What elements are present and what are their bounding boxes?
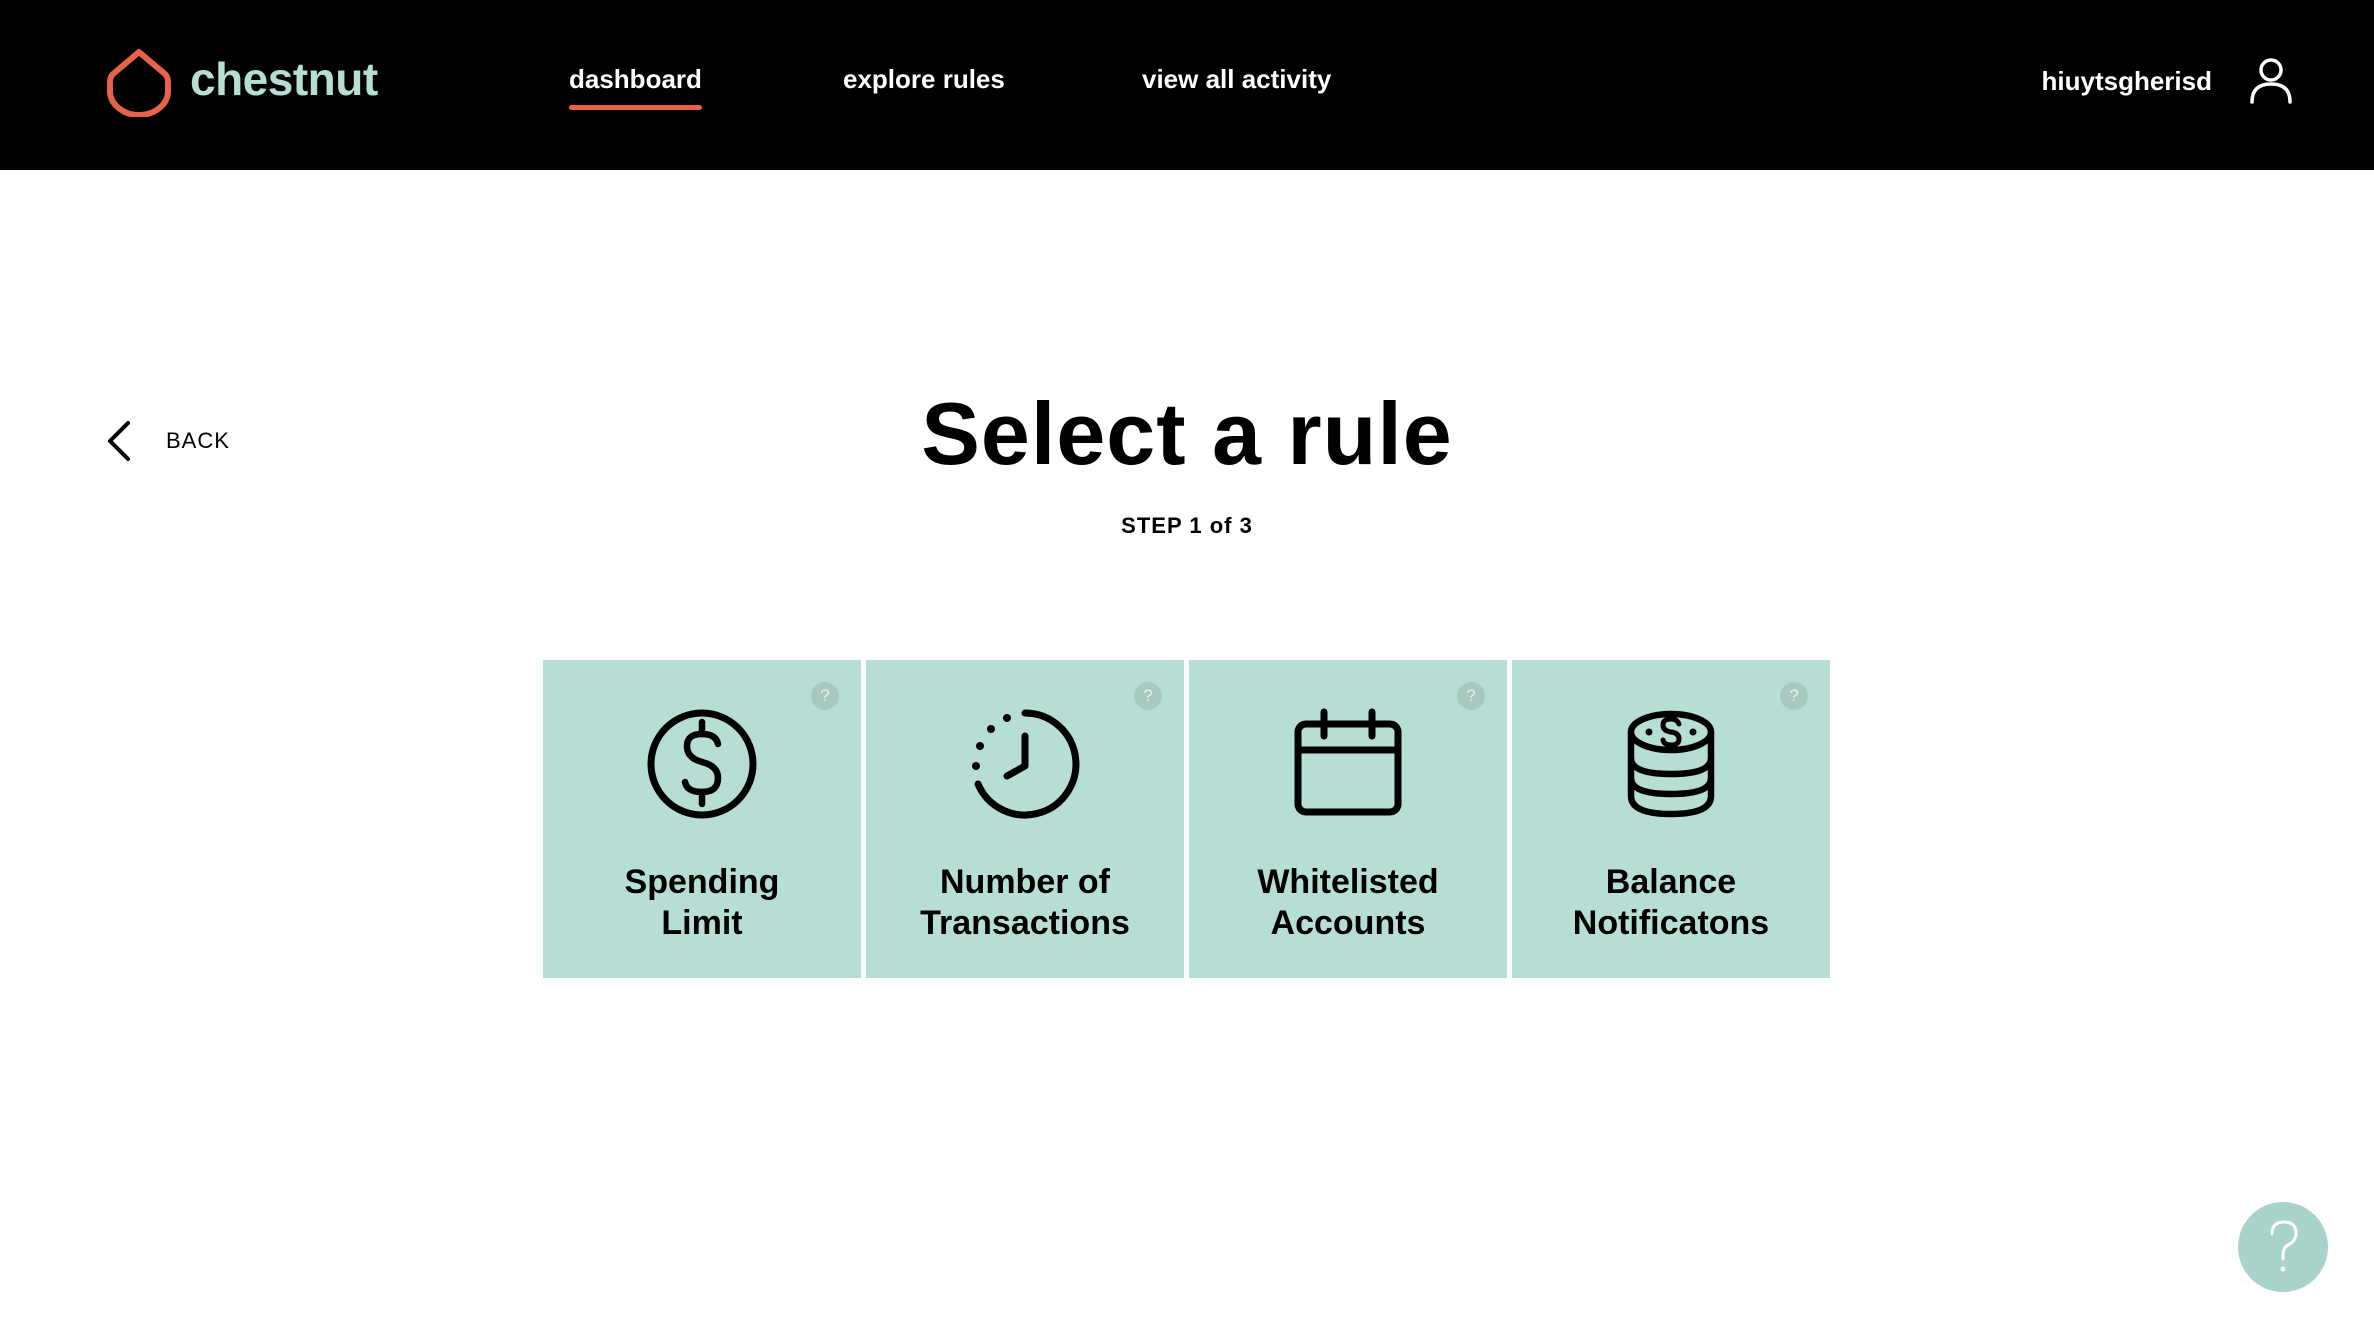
step-indicator: STEP 1 of 3	[1121, 513, 1253, 538]
rule-card-label	[866, 862, 1184, 944]
rule-card-label	[543, 862, 861, 944]
brand-logo[interactable]	[106, 46, 378, 118]
help-button[interactable]	[2238, 1202, 2328, 1292]
page-title: Select a rule	[921, 384, 1453, 483]
rule-label-line1: Spending	[624, 863, 780, 901]
top-navigation-bar	[0, 0, 2374, 170]
rule-label-line2: Transactions	[920, 904, 1130, 942]
coin-stack-icon	[1613, 706, 1729, 822]
rule-card-number-of-transactions[interactable]	[866, 660, 1184, 978]
nav-explore-rules[interactable]: explore rules	[843, 64, 1005, 94]
username[interactable]: hiuytsgherisd	[2041, 66, 2212, 96]
clock-icon	[967, 706, 1083, 822]
rule-card-spending-limit[interactable]	[543, 660, 861, 978]
user-icon[interactable]	[2248, 56, 2294, 106]
rule-card-label	[1512, 862, 1830, 944]
rule-card-whitelisted-accounts[interactable]	[1189, 660, 1507, 978]
calendar-icon	[1290, 706, 1406, 822]
rule-label-line2: Notificatons	[1572, 904, 1770, 942]
rule-card-label	[1189, 862, 1507, 944]
help-icon[interactable]: ?	[1457, 682, 1485, 710]
help-icon[interactable]: ?	[1780, 682, 1808, 710]
help-icon[interactable]: ?	[811, 682, 839, 710]
back-label: BACK	[166, 428, 230, 453]
house-outline-icon	[106, 47, 172, 117]
dollar-circle-icon	[644, 706, 760, 822]
rule-card-balance-notifications[interactable]	[1512, 660, 1830, 978]
rule-label-line2: Limit	[661, 904, 743, 942]
rule-label-line1: Whitelisted	[1257, 863, 1439, 901]
nav-view-all-activity[interactable]: view all activity	[1142, 64, 1332, 94]
brand-name: chestnut	[190, 53, 378, 105]
nav-dashboard[interactable]: dashboard	[569, 64, 702, 94]
rule-card-list	[543, 660, 1830, 978]
rule-label-line2: Accounts	[1270, 904, 1426, 942]
rule-label-line1: Balance	[1605, 863, 1737, 901]
rule-label-line1: Number of	[940, 863, 1110, 901]
help-icon[interactable]: ?	[1134, 682, 1162, 710]
question-mark-icon	[2238, 1202, 2328, 1292]
